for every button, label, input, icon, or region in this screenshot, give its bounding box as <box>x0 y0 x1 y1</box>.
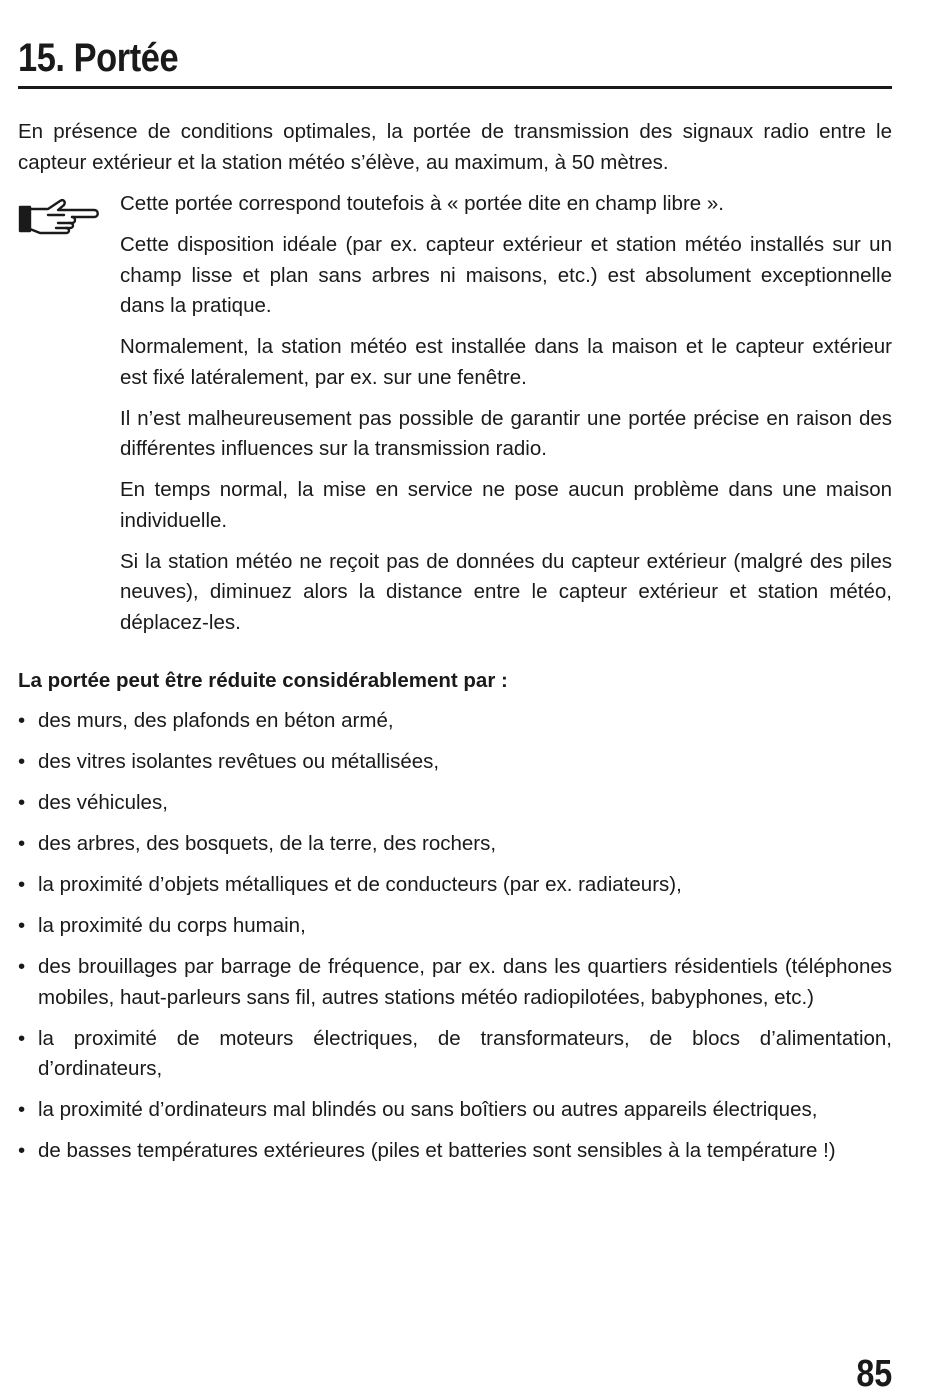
list-item <box>18 1095 892 1126</box>
note-paragraph: Si la station météo ne reçoit pas de données du capteur extérieur (malgré des piles neuves), diminuez alors la distance entre le capteur extérieur et station météo, déplacez-les. <box>120 549 892 634</box>
reduction-factors-list <box>18 706 892 1177</box>
list-item-text: des arbres, des bosquets, de la terre, des rochers, <box>38 832 497 855</box>
list-item <box>18 829 892 860</box>
bullet-marker: • <box>18 914 26 937</box>
list-item-text: des vitres isolantes revêtues ou métallisées, <box>38 750 440 773</box>
list-item-text: des véhicules, <box>38 791 168 814</box>
list-item <box>18 952 892 1013</box>
note-paragraph: Il n’est malheureusement pas possible de garantir une portée précise en raison des différentes influences sur la transmission radio. <box>120 406 892 460</box>
bullet-marker: • <box>18 832 26 855</box>
list-item <box>18 1024 892 1085</box>
list-item <box>18 911 892 942</box>
bullet-marker: • <box>18 1098 26 1121</box>
note-paragraphs <box>120 189 892 649</box>
bullet-marker: • <box>18 791 26 814</box>
pointing-hand-icon <box>18 197 100 237</box>
bullet-marker: • <box>18 709 26 732</box>
list-item <box>18 870 892 901</box>
page-title: 15. Portée <box>18 36 179 80</box>
intro-paragraph: En présence de conditions optimales, la portée de transmission des signaux radio entre le capteur extérieur et la station météo s’élève, au maximum, à 50 mètres. <box>18 120 892 174</box>
list-item-text: des murs, des plafonds en béton armé, <box>38 709 394 732</box>
list-item-text: la proximité du corps humain, <box>38 914 306 937</box>
bullet-marker: • <box>18 1139 26 1162</box>
list-item-text: la proximité d’ordinateurs mal blindés ou sans boîtiers ou autres appareils électriques, <box>38 1098 818 1121</box>
note-paragraph: En temps normal, la mise en service ne pose aucun problème dans une maison individuelle. <box>120 478 892 532</box>
list-item-text: des brouillages par barrage de fréquence, par ex. dans les quartiers résidentiels (téléphones mobiles, haut-parleurs sans fil, autres stations météo radiopilotées, babyphones, etc.) <box>38 955 892 1009</box>
page-number: 85 <box>856 1353 892 1395</box>
list-item <box>18 747 892 778</box>
bullet-marker: • <box>18 1026 26 1050</box>
list-item-text: de basses températures extérieures (piles et batteries sont sensibles à la température !) <box>38 1139 836 1162</box>
bullet-marker: • <box>18 750 26 773</box>
title-divider <box>18 86 892 89</box>
note-paragraph: Normalement, la station météo est installée dans la maison et le capteur extérieur est fixé latéralement, par ex. sur une fenêtre. <box>120 335 892 389</box>
note-paragraph: Cette disposition idéale (par ex. capteur extérieur et station météo installés sur un champ lisse et plan sans arbres ni maisons, etc.) est absolument exceptionnelle dans la pratique. <box>120 233 892 317</box>
bullet-marker: • <box>18 873 26 896</box>
list-item <box>18 788 892 819</box>
list-item <box>18 706 892 737</box>
note-paragraph: Cette portée correspond toutefois à « portée dite en champ libre ». <box>120 192 724 215</box>
list-item-text: la proximité d’objets métalliques et de conducteurs (par ex. radiateurs), <box>38 873 682 896</box>
bullet-marker: • <box>18 955 26 978</box>
list-item <box>18 1136 892 1167</box>
list-heading: La portée peut être réduite considérablement par : <box>18 669 508 692</box>
list-item-text: la proximité de moteurs électriques, de transformateurs, de blocs d’alimentation, d’ordinateurs, <box>38 1026 892 1080</box>
